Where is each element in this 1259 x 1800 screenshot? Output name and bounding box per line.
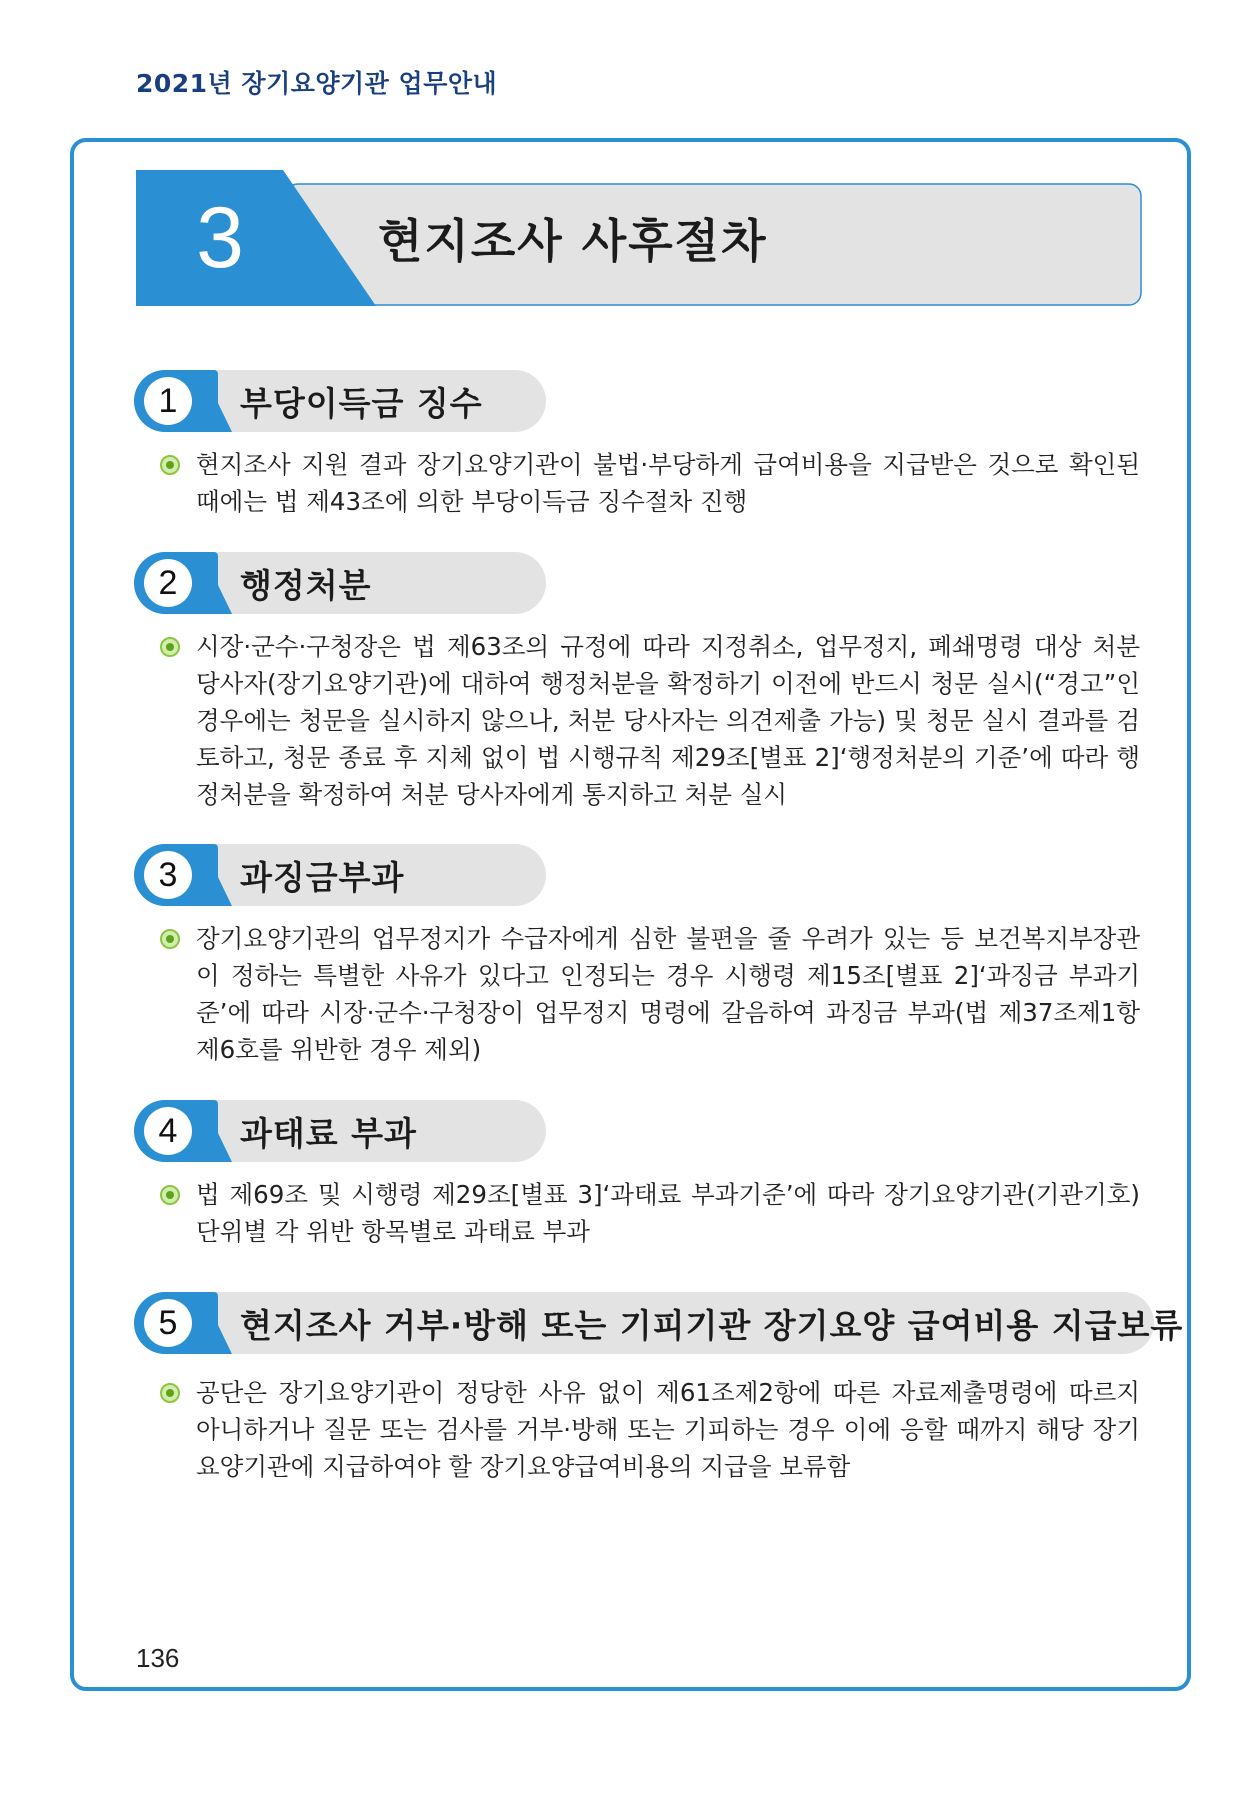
section-title: 부당이득금 징수 [240, 383, 483, 423]
section-header-2 [134, 552, 546, 614]
chapter-number: 3 [196, 189, 244, 286]
chapter-banner [136, 170, 1142, 306]
section-body-text: 장기요양기관의 업무정지가 수급자에게 심한 불편을 줄 우려가 있는 등 보건복지부장관이 정하는 특별한 사유가 있다고 인정되는 경우 시행령 제15조[별표 2]‘과징금 부과기준’에 따라 시장·군수·구청장이 업무정지 명령에 갈음하여 과징금 부과(법 제37조제1항제6호를 위반한 경우 제외) [196, 924, 1140, 1064]
section-header-1 [134, 370, 546, 432]
green-circle-bullet-icon [160, 1383, 180, 1403]
section-body-5 [160, 1374, 1140, 1485]
section-number: 4 [144, 1107, 192, 1155]
section-number-badge [134, 1292, 218, 1354]
section-number: 2 [144, 559, 192, 607]
section-title: 과징금부과 [240, 857, 405, 897]
section-body-text: 현지조사 지원 결과 장기요양기관이 불법·부당하게 급여비용을 지급받은 것으로 확인된 때에는 법 제43조에 의한 부당이득금 징수절차 진행 [196, 450, 1140, 516]
page-number: 136 [136, 1643, 180, 1673]
section-title: 행정처분 [240, 565, 372, 605]
green-circle-bullet-icon [160, 1185, 180, 1205]
section-body-text: 공단은 장기요양기관이 정당한 사유 없이 제61조제2항에 따른 자료제출명령에 따르지 아니하거나 질문 또는 검사를 거부·방해 또는 기피하는 경우 이에 응할 때까지 해당 장기요양기관에 지급하여야 할 장기요양급여비용의 지급을 보류함 [196, 1378, 1140, 1481]
section-header-4 [134, 1100, 546, 1162]
section-header-5 [134, 1292, 1184, 1354]
section-header-3 [134, 844, 546, 906]
section-number: 1 [144, 377, 192, 425]
section-title: 과태료 부과 [240, 1113, 417, 1153]
section-number-badge [134, 552, 218, 614]
section-body-3 [160, 920, 1140, 1068]
section-number-badge [134, 1100, 218, 1162]
chapter-title: 현지조사 사후절차 [378, 214, 768, 268]
section-body-1 [160, 446, 1140, 520]
section-number: 3 [144, 851, 192, 899]
section-number-badge [134, 844, 218, 906]
section-body-text: 시장·군수·구청장은 법 제63조의 규정에 따라 지정취소, 업무정지, 폐쇄명령 대상 처분 당사자(장기요양기관)에 대하여 행정처분을 확정하기 이전에 반드시 청문 실시(“경고”인 경우에는 청문을 실시하지 않으나, 처분 당사자는 의견제출 가능) 및 청문 실시 결과를 검토하고, 청문 종료 후 지체 없이 법 시행규칙 제29조[별표 2]‘행정처분의 기준’에 따라 행정처분을 확정하여 처분 당사자에게 통지하고 처분 실시 [196, 632, 1140, 809]
section-body-text: 법 제69조 및 시행령 제29조[별표 3]‘과태료 부과기준’에 따라 장기요양기관(기관기호) 단위별 각 위반 항목별로 과태료 부과 [196, 1180, 1140, 1246]
section-number-badge [134, 370, 218, 432]
running-header: 2021년 장기요양기관 업무안내 [136, 69, 498, 98]
section-body-4 [160, 1176, 1140, 1250]
section-title: 현지조사 거부·방해 또는 기피기관 장기요양 급여비용 지급보류 [240, 1305, 1184, 1345]
green-circle-bullet-icon [160, 637, 180, 657]
green-circle-bullet-icon [160, 455, 180, 475]
section-body-2 [160, 628, 1140, 813]
section-number: 5 [144, 1299, 192, 1347]
green-circle-bullet-icon [160, 929, 180, 949]
